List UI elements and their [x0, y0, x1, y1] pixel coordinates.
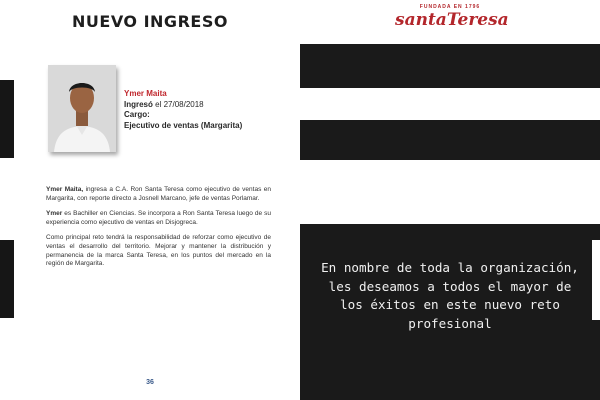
congratulations-message: En nombre de toda la organización, les deseamos a todos el mayor de los éxitos en este nuevo reto profesional [321, 260, 579, 331]
right-edge-tab [592, 240, 600, 320]
paragraph-1-text: ingresa a C.A. Ron Santa Teresa como ejecutivo de ventas en Margarita, con reporte directo a Josnell Marcano, jefe de ventas Porlamar. [46, 186, 271, 202]
left-edge-tab-top [0, 80, 14, 158]
right-page [300, 0, 600, 400]
position-value: Ejecutivo de ventas (Margarita) [124, 120, 243, 130]
body-text [46, 186, 271, 276]
hire-date-line [124, 100, 294, 111]
hire-date-value: el 27/08/2018 [152, 99, 204, 109]
hire-date-label: Ingresó [124, 99, 153, 109]
brand-logo [395, 4, 509, 30]
paragraph-3-text: Como principal reto tendrá la responsabilidad de reforzar como ejecutivo de ventas el desarrollo del territorio. Mejorar y mantener la distribución y permanencia de la marca Santa Teresa, en los puntos del mercado en la región de Margarita. [46, 234, 271, 268]
paragraph-2-text: es Bachiller en Ciencias. Se incorpora a Ron Santa Teresa luego de su experiencia como ejecutivo de ventas en Disjogreca. [46, 210, 271, 226]
brand-name: santaTeresa [395, 10, 509, 30]
paragraph-3 [46, 234, 271, 268]
paragraph-1 [46, 186, 271, 203]
page-heading: NUEVO INGRESO [72, 12, 228, 31]
middle-white-band [300, 88, 600, 120]
paragraph-2 [46, 210, 271, 227]
left-edge-tab-bottom [0, 240, 14, 318]
paragraph-1-lead: Ymer Maita, [46, 186, 84, 193]
paragraph-2-lead: Ymer [46, 210, 63, 218]
lower-white-band [300, 160, 600, 224]
page-number: 36 [146, 379, 154, 386]
brand-tagline: FUNDADA EN 1796 [419, 4, 481, 10]
position-label: Cargo: [124, 110, 150, 119]
profile-name: Ymer Maita [124, 89, 167, 98]
person-portrait-icon [48, 65, 116, 152]
profile-photo [48, 65, 116, 152]
profile-info [124, 89, 294, 131]
